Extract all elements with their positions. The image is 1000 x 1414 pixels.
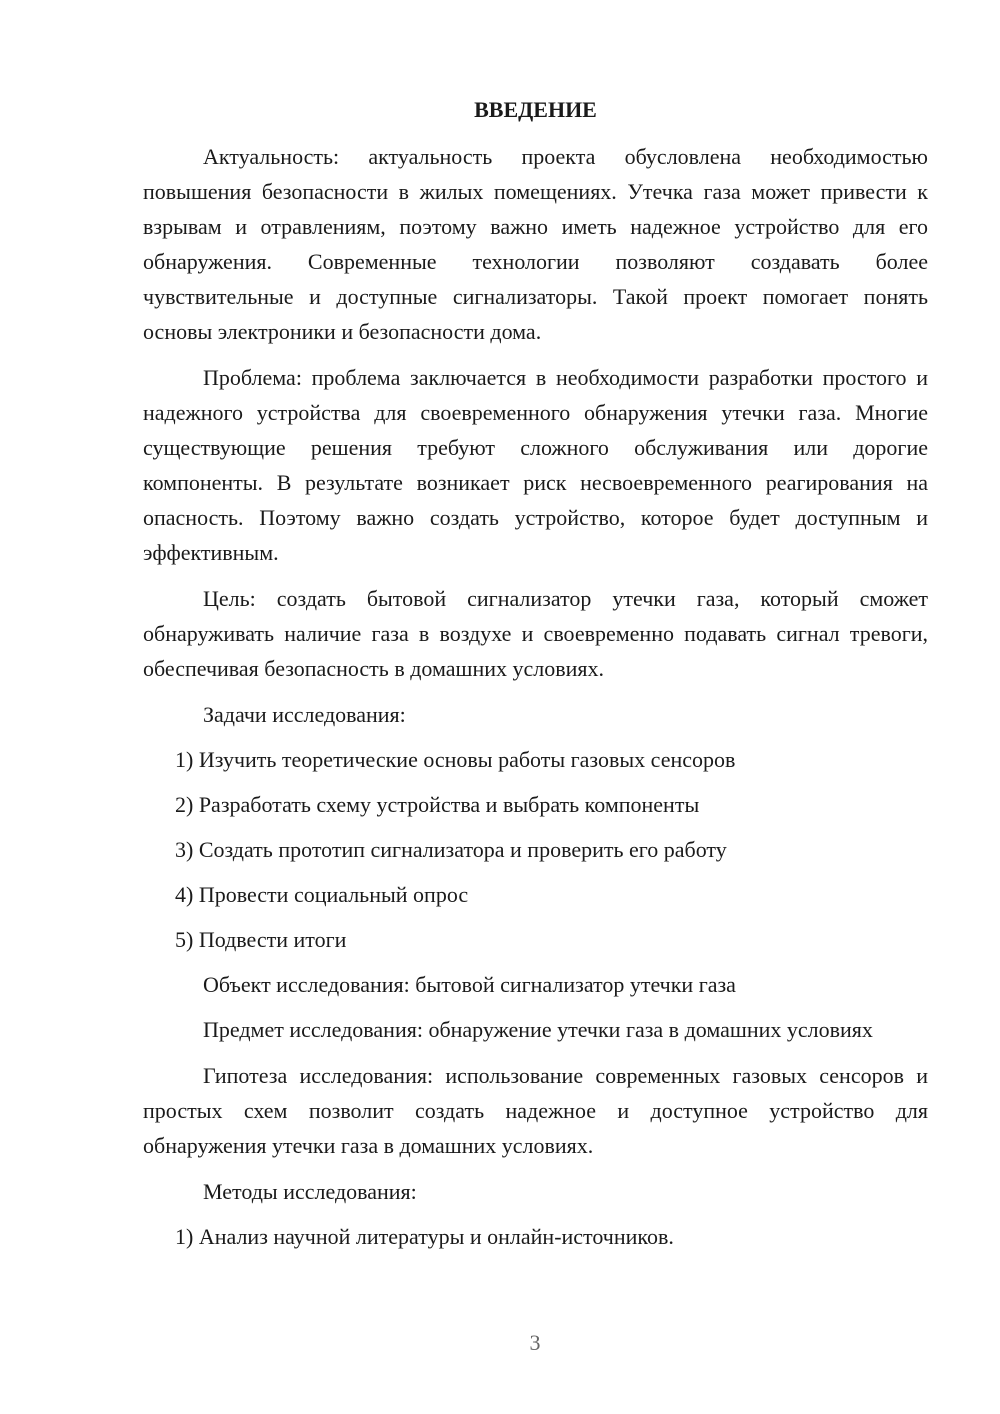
subject-paragraph: Предмет исследования: обнаружение утечки газа в домашних условиях bbox=[203, 1017, 873, 1042]
methods-list bbox=[143, 1219, 928, 1254]
page-title: ВВЕДЕНИЕ bbox=[474, 97, 597, 122]
goal-paragraph: Цель: создать бытовой сигнализатор утечки газа, который сможет обнаруживать наличие газа в воздухе и своевременно подавать сигнал тревоги, обеспечивая безопасность в домашних условиях. bbox=[143, 586, 928, 681]
list-item: 1) Анализ научной литературы и онлайн-источников. bbox=[175, 1224, 674, 1249]
problem-paragraph: Проблема: проблема заключается в необходимости разработки простого и надежного устройства для своевременного обнаружения утечки газа. Многие существующие решения требуют сложного обслуживания или дорогие компоненты. В результате возникает риск несвоевременного реагирования на опасность. Поэтому важно создать устройство, которое будет доступным и эффективным. bbox=[143, 365, 928, 565]
relevance-paragraph: Актуальность: актуальность проекта обусловлена необходимостью повышения безопасности в жилых помещениях. Утечка газа может привести к взрывам и отравлениям, поэтому важно иметь надежное устройство для его обнаружения. Современные технологии позволяют создавать более чувствительные и доступные сигнализаторы. Такой проект помогает понять основы электроники и безопасности дома. bbox=[143, 144, 928, 344]
tasks-list bbox=[143, 742, 928, 957]
object-line: Объект исследования: бытовой сигнализатор утечки газа bbox=[203, 972, 736, 997]
list-item: 2) Разработать схему устройства и выбрать компоненты bbox=[175, 792, 700, 817]
list-item: 4) Провести социальный опрос bbox=[175, 882, 469, 907]
methods-title: Методы исследования: bbox=[203, 1179, 417, 1204]
hypothesis-paragraph: Гипотеза исследования: использование современных газовых сенсоров и простых схем позволит создать надежное и доступное устройство для обнаружения утечки газа в домашних условиях. bbox=[143, 1063, 928, 1158]
page-number: 3 bbox=[529, 1330, 541, 1355]
tasks-title: Задачи исследования: bbox=[203, 702, 406, 727]
list-item: 5) Подвести итоги bbox=[175, 927, 347, 952]
document-page bbox=[143, 95, 928, 1264]
list-item: 1) Изучить теоретические основы работы газовых сенсоров bbox=[175, 747, 736, 772]
list-item: 3) Создать прототип сигнализатора и проверить его работу bbox=[175, 837, 727, 862]
